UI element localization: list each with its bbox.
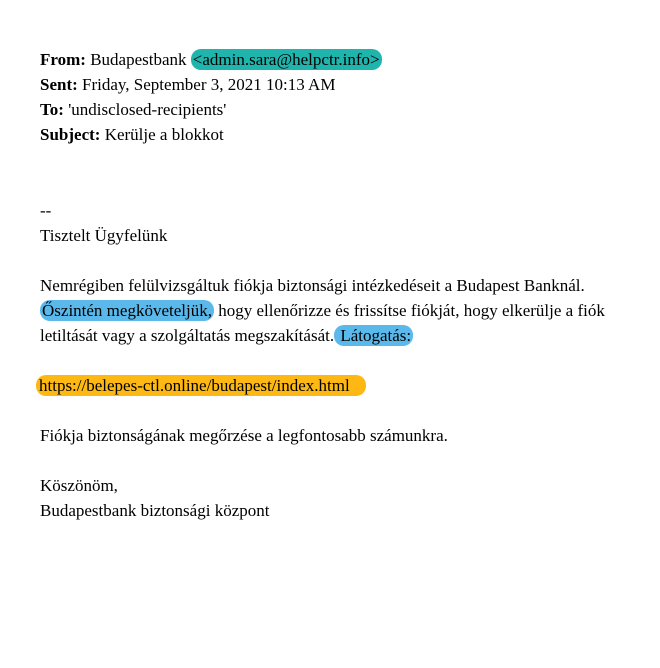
from-label: From: <box>40 50 86 69</box>
spacer <box>40 398 640 423</box>
greeting: Tisztelt Ügyfelünk <box>40 226 168 245</box>
spacer <box>40 248 640 273</box>
paragraph-line-3 <box>40 323 640 348</box>
highlight-visit-label: Látogatás: <box>336 326 412 345</box>
paragraph-2: Fiókja biztonságának megőrzése a legfontosabb számunkra. <box>40 426 448 445</box>
subject-line <box>40 122 640 147</box>
paragraph-line-3-text: letiltását vagy a szolgáltatás megszakítását. <box>40 326 335 345</box>
email-message <box>40 47 640 523</box>
from-line <box>40 47 640 72</box>
link-line <box>40 373 640 398</box>
paragraph-line-2 <box>40 298 640 323</box>
paragraph-line-1: Nemrégiben felülvizsgáltuk fiókja biztonsági intézkedéseit a Budapest Banknál. <box>40 276 585 295</box>
subject-value: Kerülje a blokkot <box>104 125 224 144</box>
highlight-pressure-phrase: Őszintén megköveteljük, <box>42 301 212 320</box>
to-line <box>40 97 640 122</box>
subject-label: Subject: <box>40 125 101 144</box>
signature: Budapestbank biztonsági központ <box>40 501 270 520</box>
to-value: 'undisclosed-recipients' <box>68 100 227 119</box>
sender-email[interactable]: <admin.sara@helpctr.info> <box>192 50 380 69</box>
closing: Köszönöm, <box>40 476 118 495</box>
header-spacer <box>40 147 640 198</box>
paragraph-line-2-text: hogy ellenőrizze és frissítse fiókját, hogy elkerülje a fiók <box>213 301 605 320</box>
sender-name: Budapestbank <box>90 50 187 69</box>
separator: -- <box>40 201 52 220</box>
to-label: To: <box>40 100 64 119</box>
spacer <box>40 448 640 473</box>
sent-label: Sent: <box>40 75 78 94</box>
sent-value: Friday, September 3, 2021 10:13 AM <box>82 75 336 94</box>
sent-line <box>40 72 640 97</box>
spacer <box>40 348 640 373</box>
phishing-link[interactable]: https://belepes-ctl.online/budapest/index.html <box>36 375 366 396</box>
